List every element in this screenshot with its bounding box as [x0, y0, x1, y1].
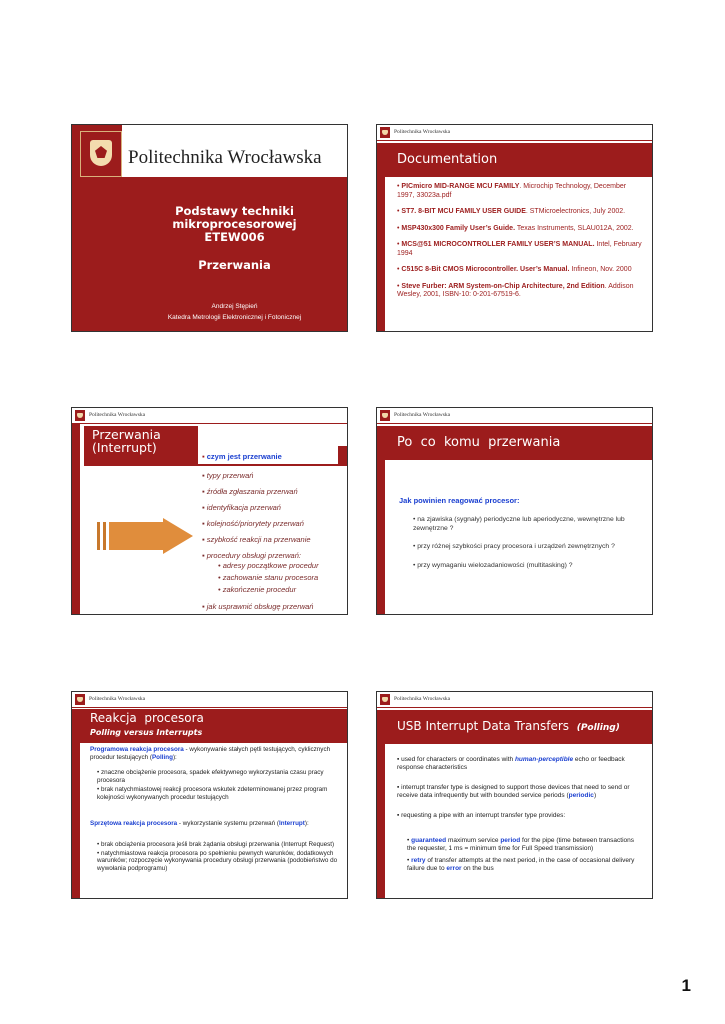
slide-header [377, 125, 652, 141]
slide-title: Reakcja procesora [90, 711, 204, 725]
lecture-topic: Przerwania [198, 258, 271, 272]
university-name: Politechnika Wrocławska [89, 696, 146, 702]
slide-why-interrupts [376, 407, 653, 615]
list-item: ▪ typy przerwań [202, 471, 254, 480]
slide-subtitle: Polling versus Interrupts [90, 728, 203, 737]
interrupt-list [97, 841, 339, 872]
title-bar [377, 710, 652, 744]
list-item: • natychmiastowa reakcja procesora po spełnieniu pewnych warunków, dodatkowych warunków; rozpoczęcie wykonywania procedury obsługi przerwania (podobieństwo do wywołania podprogramu) [97, 849, 338, 872]
list-item: • brak natychmiastowej reakcji procesora wskutek zdeterminowanej przez program kolejności wykonywanych procedur testujących [97, 786, 328, 801]
list-item: • ST7. 8-BIT MCU FAMILY USER GUIDE. STMicroelectronics, July 2002. [397, 208, 626, 215]
reasons-list [413, 516, 640, 570]
course-title [122, 205, 347, 244]
sub-topics-list [218, 560, 319, 596]
list-item: ▪ szybkość reakcji na przerwanie [202, 535, 311, 544]
topics-list [202, 468, 311, 564]
list-item: • MCS@51 MICROCONTROLLER FAMILY USER’S MANUAL. Intel, February 1994 [397, 241, 642, 257]
page-number: 1 [681, 976, 691, 995]
slide-title [71, 124, 348, 332]
left-stripe [377, 177, 385, 331]
slide-documentation [376, 124, 653, 332]
list-item: • zachowanie stanu procesora [218, 573, 319, 582]
list-item: ▪ interrupt transfer type is designed to support those devices that need to send or receive data infrequently but with bounded service periods (periodic) [397, 784, 630, 799]
left-stripe [377, 744, 385, 898]
list-item: ▪ used for characters or coordinates with human-perceptible echo or feedback response characteristics [397, 756, 625, 771]
slide-header [377, 408, 652, 424]
list-item: ▪ requesting a pipe with an interrupt transfer type provides: [397, 812, 566, 819]
slide-usb-interrupt [376, 691, 653, 899]
list-item: ▪ procedury obsługi przerwań: [202, 551, 301, 560]
course-title-line: Podstawy techniki [175, 204, 294, 218]
list-item: • przy różnej szybkości pracy procesora i urządzeń zewnętrznych ? [413, 543, 615, 550]
slide-header [72, 408, 347, 424]
university-name: Politechnika Wrocławska [128, 147, 322, 168]
university-name: Politechnika Wrocławska [394, 129, 451, 135]
university-logo-icon [75, 694, 85, 705]
list-item: ▪ źródła zgłaszania przerwań [202, 487, 298, 496]
left-stripe [72, 423, 80, 614]
list-item: • na zjawiska (sygnały) periodyczne lub aperiodyczne, wewnętrzne lub zewnętrzne ? [413, 516, 625, 532]
author-name: Andrzej Stępień [211, 303, 258, 310]
university-logo [80, 131, 122, 177]
polling-paragraph: Programowa reakcja procesora - wykonywanie stałych pętli testujących, cyklicznych procedur testujących (Polling): [90, 746, 331, 761]
university-name: Politechnika Wrocławska [89, 412, 146, 418]
list-item: ▪ identyfikacja przerwań [202, 503, 281, 512]
left-stripe [377, 460, 385, 614]
list-item: • znaczne obciążenie procesora, spadek efektywnego wykorzystania czasu pracy procesora [97, 769, 324, 784]
list-item: • zakończenie procedur [218, 585, 297, 594]
usb-list [397, 756, 644, 820]
arrow-icon [97, 518, 205, 554]
slide-header [377, 692, 652, 708]
slide-title: Documentation [397, 152, 498, 167]
list-item: ▪ kolejność/priorytety przerwań [202, 519, 304, 528]
slide-title: USB Interrupt Data Transfers (Polling) [397, 719, 620, 733]
list-item: • MSP430x300 Family User’s Guide. Texas Instruments, SLAU012A, 2002. [397, 224, 634, 232]
title-bar [377, 426, 652, 460]
university-logo-icon [380, 694, 390, 705]
university-name: Politechnika Wrocławska [394, 696, 451, 702]
documentation-list [397, 183, 644, 300]
list-item: • PICmicro MID-RANGE MCU FAMILY. Microchip Technology, December 1997, 33023a.pdf [397, 183, 627, 199]
list-item: • brak obciążenia procesora jeśli brak żądania obsługi przerwania (Interrupt Request) [97, 841, 335, 848]
university-name: Politechnika Wrocławska [394, 412, 451, 418]
slide-polling-vs-interrupts [71, 691, 348, 899]
university-logo-icon [380, 127, 390, 138]
highlight-item: ▪ czym jest przerwanie [202, 452, 282, 461]
usb-sublist [407, 837, 644, 873]
university-logo-icon [380, 410, 390, 421]
slide-header [72, 692, 347, 708]
list-item: • retry of transfer attempts at the next period, in the case of occasional delivery failure due to error on the bus [407, 857, 635, 872]
slide-title: Przerwania (Interrupt) [92, 427, 161, 455]
left-stripe [72, 743, 80, 898]
university-logo-icon [75, 410, 85, 421]
list-item: • C515C 8-Bit CMOS Microcontroller. User’s Manual. Infineon, Nov. 2000 [397, 266, 632, 273]
course-code: ETEW006 [204, 230, 265, 244]
list-item: • przy wymaganiu wielozadaniowości (multitasking) ? [413, 561, 573, 569]
list-item: • adresy początkowe procedur [218, 561, 319, 570]
question-heading: Jak powinien reagować procesor: [399, 496, 520, 505]
list-item: • Steve Furber: ARM System-on-Chip Architecture, 2nd Edition. Addison Wesley, 2001, ISBN-10: 0-201-67519-6. [397, 282, 634, 298]
department-name: Katedra Metrologii Elektronicznej i Fotonicznej [167, 314, 302, 321]
slide-title: Po co komu przerwania [397, 435, 561, 450]
course-title-line: mikroprocesorowej [172, 217, 297, 231]
title-bar [377, 143, 652, 177]
slide-interrupts-overview [71, 407, 348, 615]
interrupt-paragraph: Sprzętowa reakcja procesora - wykorzystanie systemu przerwań (Interrupt): [90, 820, 309, 827]
polling-list [97, 769, 339, 801]
slide-title-suffix: (Polling) [576, 723, 620, 733]
list-item: • guaranteed maximum service period for the pipe (time between transactions the requester, 1 ms = minimum time for Full Speed transmission) [407, 837, 635, 852]
list-item: ▪ jak usprawnić obsługę przerwań [202, 602, 314, 611]
